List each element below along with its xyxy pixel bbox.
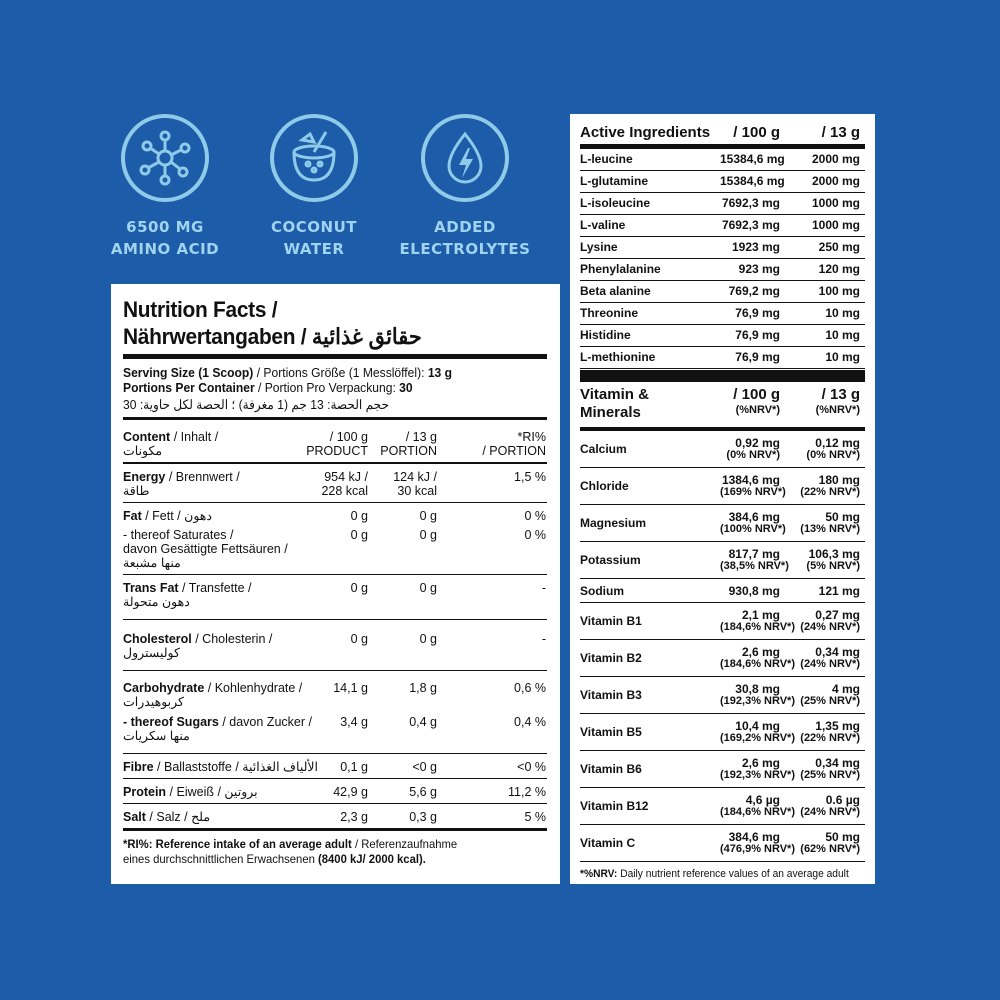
- table-row: [580, 579, 865, 603]
- ingredient-value: 100 mg: [818, 284, 860, 298]
- vitamin-value-cell: [780, 609, 860, 633]
- portions-label: Portions Per Container: [123, 380, 255, 395]
- vitamin-value-cell: [780, 511, 860, 535]
- row-value: 14,1 g: [333, 681, 368, 695]
- vitamin-nrv: (0% NRV*): [806, 449, 860, 461]
- footnote-de: / Referenzaufnahme: [351, 837, 458, 851]
- row-value: 0,6 %: [514, 681, 546, 695]
- row-label-de: / Fett /: [141, 509, 181, 523]
- vitamin-value-cell: [780, 794, 860, 818]
- col2-top: / 13 g: [405, 430, 437, 444]
- vm-header-label: Minerals: [580, 404, 641, 421]
- row-label-ar: الألياف الغذائية: [242, 760, 319, 774]
- vitamin-nrv: (169% NRV*): [720, 486, 786, 498]
- row-value: 0 g: [350, 528, 368, 542]
- row-label: Fibre: [123, 760, 154, 774]
- row-label-de: / Salz /: [145, 810, 188, 824]
- row-value: <0 g: [412, 760, 437, 774]
- vitamin-amount: 121 mg: [818, 583, 860, 598]
- row-label: - thereof Sugars: [123, 715, 219, 729]
- row-value: 11,2 %: [508, 785, 546, 799]
- ingredient-name: Lysine: [580, 240, 618, 254]
- row-label-de: / davon Zucker /: [218, 715, 312, 729]
- vm-header-col2-sub: (%NRV*): [815, 404, 860, 416]
- ingredient-name: L-methionine: [580, 350, 656, 364]
- row-value: 0,3 g: [409, 810, 437, 824]
- vitamin-value-cell: [720, 437, 780, 461]
- row-label: Trans Fat: [123, 581, 179, 595]
- vitamin-amount: 1384,6 mg: [721, 473, 780, 487]
- ingredient-value: 76,9 mg: [735, 328, 780, 342]
- vitamin-name: Magnesium: [580, 516, 647, 530]
- active-header-label: Active Ingredients: [580, 124, 711, 141]
- vitamin-nrv: (24% NRV*): [800, 621, 860, 633]
- feature-line2: ELECTROLYTES: [399, 240, 531, 258]
- vitamin-amount: 0,92 mg: [735, 436, 780, 450]
- active-rows: [580, 149, 865, 369]
- table-row: [580, 259, 865, 281]
- row-label-ar: منها سكريات: [123, 729, 190, 743]
- ingredient-name: Threonine: [580, 306, 639, 320]
- serving-size: [123, 365, 517, 380]
- ingredient-name: Beta alanine: [580, 284, 651, 298]
- ingredient-value: 10 mg: [825, 306, 860, 320]
- ingredient-value: 120 mg: [818, 262, 860, 276]
- row-label: Fat: [123, 509, 142, 523]
- vitamin-nrv: (22% NRV*): [800, 732, 860, 744]
- row-value: 0 %: [524, 509, 546, 523]
- vitamin-amount: 4 mg: [831, 682, 860, 696]
- vm-header-col1-sub: (%NRV*): [735, 404, 780, 416]
- row-value: 5,6 g: [409, 785, 437, 799]
- ingredient-value: 1923 mg: [731, 240, 780, 254]
- row-value: -: [541, 632, 546, 646]
- feature-coconut-water: [229, 114, 399, 260]
- table-row: [580, 215, 865, 237]
- active-header-row: [580, 124, 865, 149]
- row-value: 0 g: [350, 509, 368, 523]
- footnote-bold: *RI%: Reference intake of an average adult: [123, 837, 352, 851]
- vitamin-name: Vitamin C: [580, 836, 636, 850]
- nutrition-facts-panel: [111, 284, 560, 884]
- vitamin-amount: 0,34 mg: [815, 645, 860, 659]
- ingredient-name: L-isoleucine: [580, 196, 651, 210]
- vitamin-name: Sodium: [580, 583, 624, 598]
- vm-header-col1: / 100 g: [733, 386, 780, 403]
- feature-line1: COCONUT: [271, 218, 357, 236]
- row-value: 1,5 %: [514, 470, 546, 484]
- content-ar: مكونات: [123, 444, 163, 458]
- row-value: 124 kJ /: [393, 470, 437, 484]
- vitamin-value-cell: [720, 585, 780, 597]
- vitamin-nrv: (184,6% NRV*): [720, 806, 795, 818]
- vitamin-name: Vitamin B12: [580, 799, 649, 813]
- row-label: Protein: [123, 785, 167, 799]
- vitamin-nrv: (184,6% NRV*): [720, 621, 795, 633]
- row-value: 0 %: [524, 528, 546, 542]
- row-label-ar: بروتين: [224, 785, 258, 799]
- vitamin-value-cell: [780, 720, 860, 744]
- vitamin-nrv: (184,6% NRV*): [720, 658, 795, 670]
- vitamin-value-cell: [720, 719, 795, 744]
- ingredient-value: 2000 mg: [811, 174, 860, 188]
- row-label: Salt: [123, 810, 146, 824]
- divider: [123, 354, 547, 359]
- vitamin-value-cell: [720, 547, 789, 572]
- table-row: [123, 575, 547, 620]
- ingredient-value: 250 mg: [818, 240, 860, 254]
- vitamin-value-cell: [780, 646, 860, 670]
- vitamin-amount: 930,8 mg: [728, 583, 780, 598]
- table-row: [580, 640, 865, 677]
- vitamin-name: Vitamin B2: [580, 651, 642, 665]
- portions-de: / Portion Pro Verpackung:: [254, 380, 400, 395]
- ingredient-value: 923 mg: [738, 262, 780, 276]
- row-value: 0 g: [350, 581, 368, 595]
- row-value: 5 %: [524, 810, 546, 824]
- table-row: [580, 505, 865, 542]
- ingredient-value: 1000 mg: [811, 218, 860, 232]
- table-row: [580, 171, 865, 193]
- col1-bottom: PRODUCT: [306, 444, 368, 458]
- vitamin-nrv: (62% NRV*): [800, 843, 860, 855]
- table-row: [580, 281, 865, 303]
- table-row: [580, 431, 865, 468]
- row-label: - thereof Saturates /: [123, 528, 234, 542]
- feature-line2: WATER: [283, 240, 345, 258]
- row-label-de: / Brennwert /: [165, 470, 240, 484]
- footnote-line2-bold: (8400 kJ/ 2000 kcal).: [318, 852, 426, 866]
- row-label-ar: كوليسترول: [123, 646, 180, 660]
- ingredient-name: L-glutamine: [580, 174, 648, 188]
- row-value: 42,9 g: [333, 785, 368, 799]
- ingredient-value: 10 mg: [825, 350, 860, 364]
- vitamin-amount: 50 mg: [825, 510, 860, 524]
- vitamin-amount: 384,6 mg: [728, 830, 780, 844]
- vitamin-nrv: (476,9% NRV*): [720, 843, 795, 855]
- row-label-ar: طاقة: [123, 484, 150, 498]
- divider: [123, 417, 547, 420]
- content-de: / Inhalt /: [173, 430, 219, 444]
- table-row: [580, 751, 865, 788]
- active-ingredients-panel: [570, 114, 875, 884]
- row-value: 0 g: [350, 632, 368, 646]
- vitamin-value-cell: [720, 830, 795, 855]
- vitamin-name: Chloride: [580, 479, 629, 493]
- col2-bottom: PORTION: [380, 444, 437, 458]
- nrv-footnote-text: Daily nutrient reference values of an average adult: [617, 868, 849, 880]
- vitamin-value-cell: [720, 756, 795, 781]
- table-row: [123, 754, 547, 779]
- row-value: 0,4 %: [514, 715, 546, 729]
- feature-line1: 6500 MG: [126, 218, 204, 236]
- table-row: [580, 303, 865, 325]
- vitamin-name: Vitamin B6: [580, 762, 642, 776]
- vm-header-label: Vitamin &: [580, 386, 649, 403]
- vitamin-amount: 4,6 µg: [745, 793, 780, 807]
- row-label-ar: دهون متحولة: [123, 595, 190, 609]
- electrolyte-drop-icon: [421, 114, 509, 202]
- vitamin-amount: 384,6 mg: [728, 510, 780, 524]
- row-label-de: / Cholesterin /: [191, 632, 273, 646]
- vitamin-amount: 817,7 mg: [728, 547, 780, 561]
- vitamin-rows: [580, 431, 865, 862]
- vitamin-value-cell: [780, 683, 860, 707]
- table-row: [580, 468, 865, 505]
- col3-top: *RI%: [517, 430, 546, 444]
- vitamin-value-cell: [720, 608, 795, 633]
- vitamin-amount: 30,8 mg: [735, 682, 780, 696]
- vitamin-nrv: (13% NRV*): [800, 523, 860, 535]
- table-row: [580, 825, 865, 862]
- ingredient-value: 15384,6 mg: [720, 152, 785, 166]
- vm-header-col2: / 13 g: [821, 386, 860, 403]
- ingredient-value: 76,9 mg: [735, 350, 780, 364]
- vitamin-value-cell: [780, 831, 860, 855]
- vitamin-nrv: (25% NRV*): [800, 695, 860, 707]
- nutrition-header-row: [123, 424, 547, 464]
- vitamin-nrv: (38,5% NRV*): [720, 560, 789, 572]
- ingredient-name: L-leucine: [580, 152, 633, 166]
- vitamin-amount: 0,12 mg: [815, 436, 860, 450]
- ingredient-value: 7692,3 mg: [721, 218, 780, 232]
- active-header-col2: / 13 g: [821, 124, 860, 141]
- row-value: <0 %: [517, 760, 546, 774]
- table-row: [123, 804, 547, 831]
- vitamin-name: Vitamin B5: [580, 725, 642, 739]
- serving-size-label: Serving Size (1 Scoop): [123, 365, 254, 380]
- row-label-ar: كربوهيدرات: [123, 695, 184, 709]
- vitamin-nrv: (24% NRV*): [800, 658, 860, 670]
- feature-line1: ADDED: [434, 218, 496, 236]
- col1-top: / 100 g: [329, 430, 368, 444]
- row-label-ar: دهون: [180, 509, 212, 523]
- feature-electrolytes: [380, 114, 550, 260]
- vitamin-nrv: (169,2% NRV*): [720, 732, 795, 744]
- content-label: Content: [123, 430, 171, 444]
- row-value: 0 g: [419, 581, 437, 595]
- vitamin-value-cell: [720, 793, 795, 818]
- vitamin-name: Vitamin B1: [580, 614, 642, 628]
- row-label-ar: منها مشبعة: [123, 556, 181, 570]
- vitamin-amount: 0,34 mg: [815, 756, 860, 770]
- row-label: Energy: [123, 470, 166, 484]
- row-value: 30 kcal: [397, 484, 437, 498]
- vitamin-value-cell: [720, 510, 786, 535]
- vitamin-value-cell: [780, 585, 860, 597]
- ingredient-value: 2000 mg: [811, 152, 860, 166]
- vitamin-name: Vitamin B3: [580, 688, 642, 702]
- vitamin-nrv: (22% NRV*): [800, 486, 860, 498]
- row-value: 0 g: [419, 632, 437, 646]
- vitamin-value-cell: [720, 645, 795, 670]
- row-label-de: davon Gesättigte Fettsäuren /: [123, 542, 288, 556]
- serving-arabic: حجم الحصة: 13 جم (1 مغرفة) ؛ الحصة لكل حاوية: 30: [123, 397, 389, 412]
- feature-line2: AMINO ACID: [110, 240, 220, 258]
- row-label-de: / Ballaststoffe /: [153, 760, 239, 774]
- row-value: 954 kJ /: [324, 470, 368, 484]
- vitamin-amount: 106,3 mg: [808, 547, 860, 561]
- vitamin-amount: 10,4 mg: [735, 719, 780, 733]
- vitamin-nrv: (5% NRV*): [806, 560, 860, 572]
- row-value: 0,4 g: [409, 715, 437, 729]
- active-header-col1: / 100 g: [733, 124, 780, 141]
- coconut-icon: [270, 114, 358, 202]
- row-label-de: / Kohlenhydrate /: [204, 681, 303, 695]
- row-value: 0 g: [419, 528, 437, 542]
- ingredient-value: 769,2 mg: [728, 284, 780, 298]
- row-value: 0 g: [419, 509, 437, 523]
- ingredient-name: Histidine: [580, 328, 631, 342]
- vitamin-value-cell: [780, 757, 860, 781]
- vitamin-value-cell: [780, 548, 860, 572]
- table-row: [580, 677, 865, 714]
- vitamin-value-cell: [780, 474, 860, 498]
- vitamin-nrv: (100% NRV*): [720, 523, 786, 535]
- row-label: Carbohydrate: [123, 681, 205, 695]
- vitamin-nrv: (24% NRV*): [800, 806, 860, 818]
- vitamin-name: Potassium: [580, 553, 641, 567]
- row-value: 228 kcal: [321, 484, 368, 498]
- table-row: [580, 788, 865, 825]
- row-value: -: [541, 581, 546, 595]
- row-label-ar: ملح: [191, 810, 211, 824]
- footnote-line2: eines durchschnittlichen Erwachsenen: [123, 852, 319, 866]
- nutrition-footnote: [123, 831, 522, 867]
- serving-size-de: / Portions Größe (1 Messlöffel):: [253, 365, 428, 380]
- ingredient-value: 7692,3 mg: [721, 196, 780, 210]
- vitamin-amount: 0.6 µg: [825, 793, 860, 807]
- nrv-footnote: [580, 862, 849, 881]
- ingredient-value: 15384,6 mg: [720, 174, 785, 188]
- portions-value: 30: [399, 380, 413, 395]
- row-label-de: / Eiweiß /: [166, 785, 221, 799]
- vitamin-value-cell: [720, 473, 786, 498]
- vitamin-amount: 2,6 mg: [741, 756, 780, 770]
- table-row: [123, 503, 547, 575]
- vitamin-amount: 0,27 mg: [815, 608, 860, 622]
- ingredient-name: Phenylalanine: [580, 262, 661, 276]
- serving-size-value: 13 g: [427, 365, 453, 380]
- vitamin-name: Calcium: [580, 442, 627, 456]
- ingredient-value: 10 mg: [825, 328, 860, 342]
- vitamin-nrv: (25% NRV*): [800, 769, 860, 781]
- table-row: [123, 779, 547, 804]
- nutrition-title-line2: Nährwertangaben / حقائق غذائية: [123, 324, 422, 349]
- table-row: [580, 149, 865, 171]
- vitamin-amount: 180 mg: [818, 473, 860, 487]
- vitamin-header-row: [580, 382, 865, 431]
- divider: [580, 370, 865, 382]
- table-row: [580, 347, 865, 369]
- vitamin-amount: 2,6 mg: [741, 645, 780, 659]
- table-row: [123, 671, 547, 754]
- molecule-icon: [121, 114, 209, 202]
- ingredient-value: 1000 mg: [811, 196, 860, 210]
- row-label: Cholesterol: [123, 632, 192, 646]
- table-row: [580, 714, 865, 751]
- ingredient-value: 76,9 mg: [735, 306, 780, 320]
- nrv-footnote-bold: *%NRV:: [580, 868, 618, 880]
- vitamin-value-cell: [780, 437, 860, 461]
- portions-per-container: [123, 380, 517, 395]
- table-row: [123, 464, 547, 503]
- row-value: 2,3 g: [340, 810, 368, 824]
- vitamin-amount: 50 mg: [825, 830, 860, 844]
- vitamin-nrv: (192,3% NRV*): [720, 769, 795, 781]
- row-label-de: / Transfette /: [178, 581, 252, 595]
- row-value: 1,8 g: [409, 681, 437, 695]
- table-row: [580, 603, 865, 640]
- row-value: 3,4 g: [340, 715, 368, 729]
- vitamin-amount: 1,35 mg: [815, 719, 860, 733]
- table-row: [580, 325, 865, 347]
- col3-bottom: / PORTION: [482, 444, 546, 458]
- table-row: [580, 193, 865, 215]
- ingredient-name: L-valine: [580, 218, 626, 232]
- row-value: 0,1 g: [340, 760, 368, 774]
- nutrition-title-line1: Nutrition Facts /: [123, 297, 278, 322]
- vitamin-nrv: (0% NRV*): [726, 449, 780, 461]
- table-row: [580, 237, 865, 259]
- table-row: [123, 620, 547, 671]
- vitamin-value-cell: [720, 682, 795, 707]
- vitamin-nrv: (192,3% NRV*): [720, 695, 795, 707]
- table-row: [580, 542, 865, 579]
- feature-amino-acid: [80, 114, 250, 260]
- vitamin-amount: 2,1 mg: [741, 608, 780, 622]
